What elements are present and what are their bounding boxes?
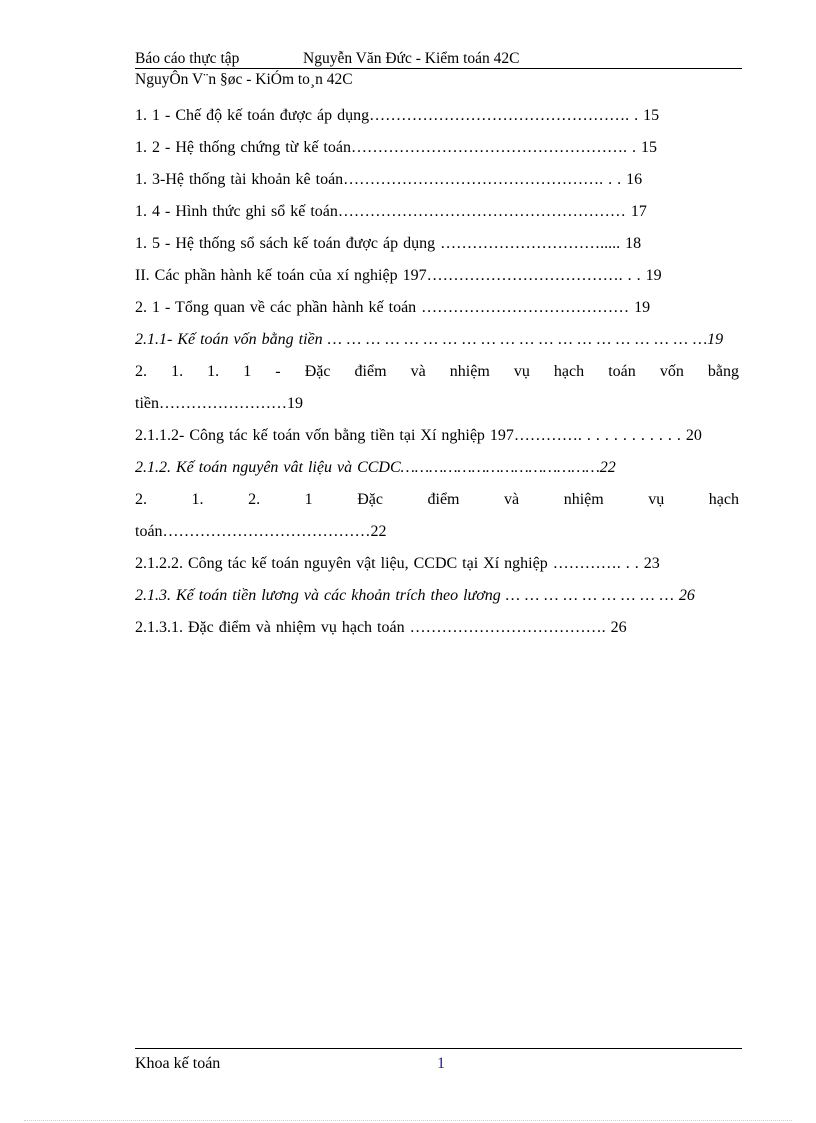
toc-entry: 2.1.3.1. Đặc điểm và nhiệm vụ hạch toán ………………………………. 26 (135, 619, 627, 636)
toc-entry: 1. 2 - Hệ thống chứng từ kế toán……………………………………………. . 15 (135, 139, 657, 156)
toc-entry: 1. 4 - Hình thức ghi sổ kế toán……………………………………………… 17 (135, 203, 647, 220)
toc-entry: 1. 1 - Chế độ kế toán được áp dụng…………………………………………. . 15 (135, 107, 660, 124)
header-author-legacy-encoding: NguyÔn V¨n §øc - KiÓm to¸n 42C (135, 71, 353, 88)
toc-entry: II. Các phần hành kế toán của xí nghiệp 197………………………………. . . 19 (135, 267, 662, 284)
page-bottom-divider (24, 1120, 792, 1121)
toc-entry: 1. 3-Hệ thống tài khoản kê toán…………………………………………. . . 16 (135, 171, 643, 188)
page-number: 1 (437, 1055, 445, 1072)
toc-entry: 2.1.2.2. Công tác kế toán nguyên vật liệu, CCDC tại Xí nghiệp …………. . . 23 (135, 555, 660, 572)
footer-rule (135, 1048, 742, 1049)
header-author: Nguyễn Văn Đức - Kiểm toán 42C (303, 50, 520, 67)
toc-entry: 1. 5 - Hệ thống sổ sách kế toán được áp dụng …………………………..... 18 (135, 235, 642, 252)
header-rule (135, 68, 742, 69)
toc-entry: 2. 1. 1. 1 - Đặc điểm và nhiệm vụ hạch toán vốn bằng tiền……………………19 (135, 363, 739, 412)
toc-entry: 2.1.1.2- Công tác kế toán vốn bằng tiền tại Xí nghiệp 197…………. . . . . . . . . . . . 20 (135, 427, 702, 444)
toc-entry: 2.1.3. Kế toán tiền lương và các khoản trích theo lương … … … … … … … … … 26 (135, 587, 695, 604)
toc-entry: 2.1.1- Kế toán vốn bằng tiền … … … … … … … … … … … … … … … … … … … …19 (135, 331, 724, 348)
header-report-title: Báo cáo thực tập (135, 50, 240, 67)
footer-department: Khoa kế toán (135, 1055, 221, 1072)
table-of-contents (135, 100, 739, 644)
toc-entry: 2. 1. 2. 1 Đặc điểm và nhiệm vụ hạch toán…………………………………22 (135, 491, 739, 540)
toc-entry: 2.1.2. Kế toán nguyên vât liệu và CCDC……………………………………22 (135, 459, 616, 476)
toc-entry: 2. 1 - Tổng quan về các phần hành kế toán ………………………………… 19 (135, 299, 651, 316)
